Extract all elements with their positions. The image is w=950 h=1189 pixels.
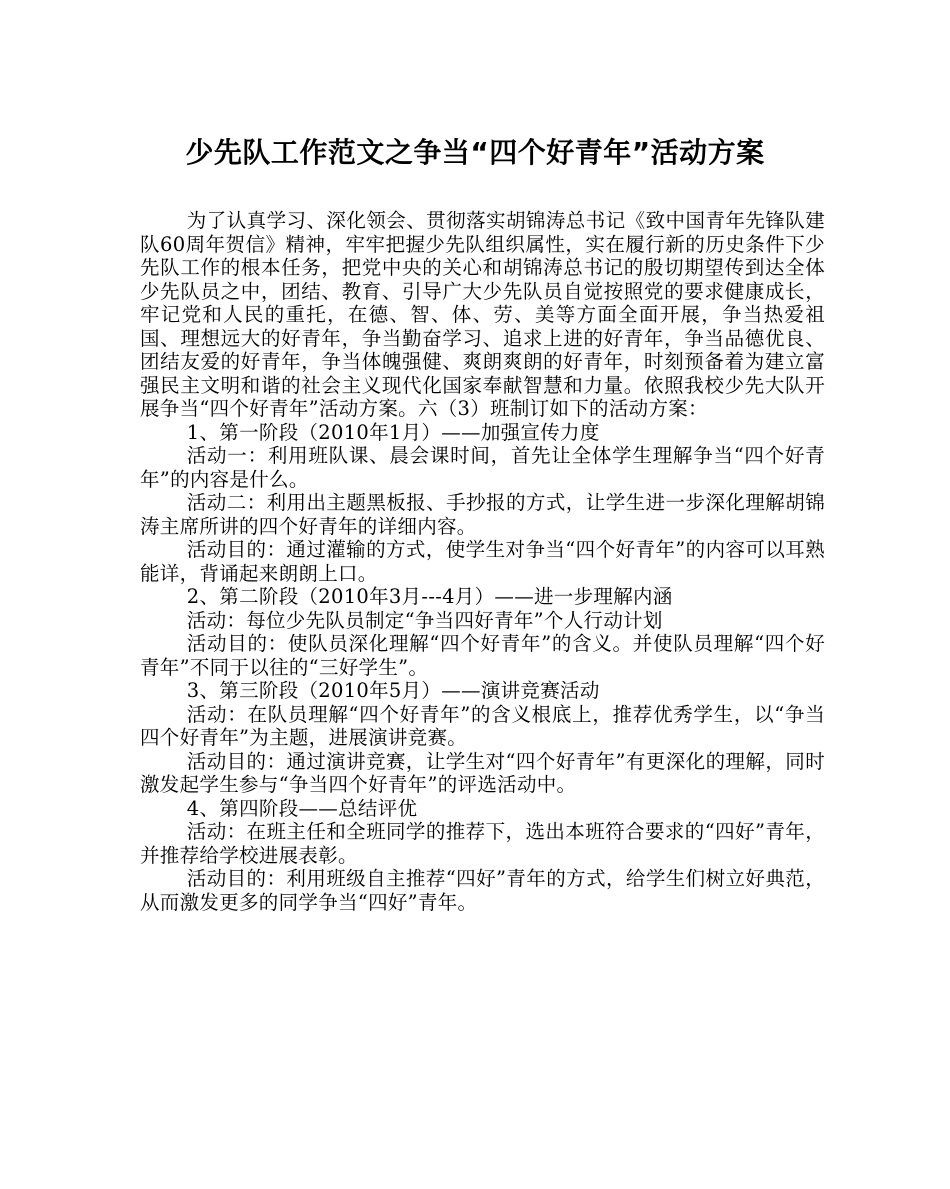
stage-1-activity-2: 活动二：利用出主题黑板报、手抄报的方式，让学生进一步深化理解胡锦涛主席所讲的四个好青年的详细内容。 (140, 491, 825, 538)
stage-2-purpose: 活动目的：使队员深化理解“四个好青年”的含义。并使队员理解“四个好青年”不同于以往的“三好学生”。 (140, 632, 825, 679)
stage-4-heading: 4、第四阶段——总结评优 (186, 796, 418, 820)
intro-paragraph: 为了认真学习、深化领会、贯彻落实胡锦涛总书记《致中国青年先锋队建队60周年贺信》精神，牢牢把握少先队组织属性，实在履行新的历史条件下少先队工作的根本任务，把党中央的关心和胡锦涛总书记的殷切期望传到达全体少先队员之中，团结、教育、引导广大少先队员自觉按照党的要求健康成长，牢记党和人民的重托，在德、智、体、劳、美等方面全面开展，争当热爱祖国、理想远大的好青年，争当勤奋学习、追求上进的好青年，争当品德优良、团结友爱的好青年，争当体魄强健、爽朗爽朗的好青年，时刻预备着为建立富强民主文明和谐的社会主义现代化国家奉献智慧和力量。依照我校少先大队开展争当“四个好青年”活动方案。六（3）班制订如下的活动方案： (140, 209, 825, 420)
stage-4-activity: 活动：在班主任和全班同学的推荐下，选出本班符合要求的“四好”青年，并推荐给学校进展表彰。 (140, 820, 825, 867)
stage-3-activity: 活动：在队员理解“四个好青年”的含义根底上，推荐优秀学生，以“争当四个好青年”为主题，进展演讲竞赛。 (140, 702, 825, 749)
stage-3-purpose: 活动目的：通过演讲竞赛，让学生对“四个好青年”有更深化的理解，同时激发起学生参与“争当四个好青年”的评选活动中。 (140, 749, 825, 796)
stage-1-purpose: 活动目的：通过灌输的方式，使学生对争当“四个好青年”的内容可以耳熟能详，背诵起来朗朗上口。 (140, 538, 825, 585)
stage-2-activity: 活动：每位少先队员制定“争当四好青年”个人行动计划 (186, 608, 663, 632)
stage-3-heading: 3、第三阶段（2010年5月）——演讲竞赛活动 (186, 679, 600, 702)
document-title: 少先队工作范文之争当“四个好青年”活动方案 (185, 136, 765, 169)
stage-4-purpose: 活动目的：利用班级自主推荐“四好”青年的方式，给学生们树立好典范，从而激发更多的同学争当“四好”青年。 (140, 867, 825, 914)
stage-2-heading: 2、第二阶段（2010年3月---4月）——进一步理解内涵 (186, 585, 673, 608)
stage-1-heading: 1、第一阶段（2010年1月）——加强宣传力度 (186, 420, 600, 444)
document-body (140, 209, 825, 914)
stage-1-activity-1: 活动一：利用班队课、晨会课时间，首先让全体学生理解争当“四个好青年”的内容是什么。 (140, 444, 825, 491)
